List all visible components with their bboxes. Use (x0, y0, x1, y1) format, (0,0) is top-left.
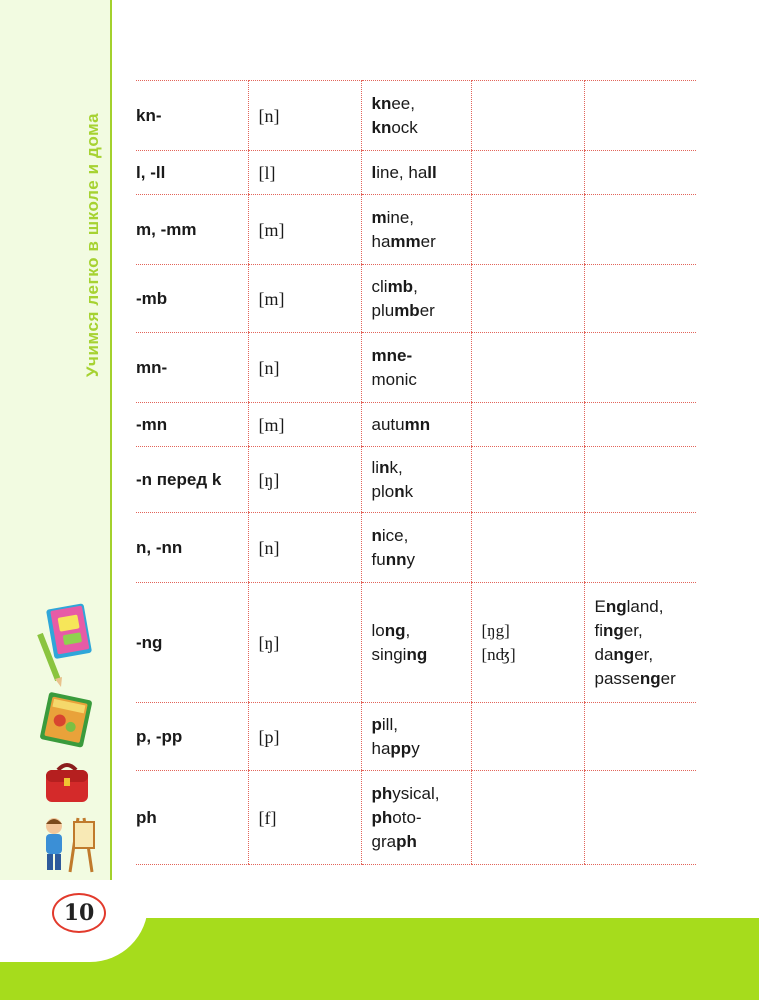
example-word (372, 116, 461, 140)
example-word (372, 737, 461, 761)
text-segment: ng (613, 644, 635, 664)
text-segment: oto- (392, 807, 422, 827)
sound-cell: [n] (248, 81, 361, 151)
example-word (372, 344, 461, 368)
alt-examples-cell (584, 703, 696, 771)
example-word (372, 456, 461, 480)
text-segment: n (379, 457, 390, 477)
alt-example-word (595, 643, 687, 667)
text-segment: monic (371, 369, 417, 389)
example-word (372, 299, 461, 323)
text-segment: n (371, 525, 382, 545)
text-segment: m (136, 219, 152, 239)
sound-cell: [m] (248, 195, 361, 265)
text-segment: k (211, 469, 222, 489)
text-segment: er (419, 300, 435, 320)
table-row (136, 151, 696, 195)
table-row (136, 81, 696, 151)
side-title: Учимся легко в школе и дома (83, 112, 102, 378)
sound-cell: [m] (248, 403, 361, 447)
example-word (372, 206, 461, 230)
letter-combination-cell (136, 195, 248, 265)
examples-cell (361, 265, 471, 333)
table-row (136, 265, 696, 333)
text-segment: n (394, 481, 405, 501)
examples-cell (361, 583, 471, 703)
text-segment: passe (594, 668, 640, 688)
text-segment: , (405, 620, 411, 640)
sound-cell: [n] (248, 513, 361, 583)
text-segment: nn (385, 549, 407, 569)
text-segment: mm (390, 231, 421, 251)
text-segment: k, (389, 457, 403, 477)
alt-examples-cell (584, 151, 696, 195)
example-word (372, 548, 461, 572)
text-segment: land, (626, 596, 664, 616)
text-segment: -n (136, 469, 153, 489)
examples-cell (361, 151, 471, 195)
text-segment: ph (396, 831, 417, 851)
alt-sound-cell (471, 447, 584, 513)
text-segment: ng (384, 620, 406, 640)
sound-cell: [p] (248, 703, 361, 771)
text-segment: singi (371, 644, 407, 664)
text-segment: ill, (381, 714, 398, 734)
text-segment: ph (136, 807, 157, 827)
text-segment: li (371, 457, 380, 477)
text-segment: mne- (371, 345, 413, 365)
text-segment: ll (427, 162, 437, 182)
text-segment: ice, (381, 525, 409, 545)
example-word (372, 643, 461, 667)
letter-combination-cell (136, 513, 248, 583)
text-segment: m (371, 207, 387, 227)
example-word (372, 413, 461, 437)
text-segment: перед (152, 469, 212, 489)
text-segment: -mn (136, 414, 168, 434)
text-segment: p (136, 726, 147, 746)
alt-examples-cell (584, 81, 696, 151)
sound-cell: [f] (248, 771, 361, 865)
letter-combination-cell (136, 151, 248, 195)
text-segment: kn (371, 117, 392, 137)
text-segment: , (146, 537, 156, 557)
table-row (136, 403, 696, 447)
fairy-tale-book-icon (36, 690, 98, 750)
text-segment: mn- (136, 357, 168, 377)
examples-cell (361, 195, 471, 265)
text-segment: kn- (136, 105, 162, 125)
alt-sound-cell (471, 151, 584, 195)
text-segment: y (411, 738, 420, 758)
alt-sound-cell (471, 81, 584, 151)
example-word (372, 806, 461, 830)
text-segment: er (420, 231, 436, 251)
example-word (372, 713, 461, 737)
text-segment: , (140, 162, 151, 182)
examples-cell (361, 403, 471, 447)
pencil-icon (36, 630, 66, 690)
text-segment: y (406, 549, 415, 569)
table-row (136, 333, 696, 403)
alt-examples-cell (584, 583, 696, 703)
text-segment: plo (371, 481, 395, 501)
alt-examples-cell (584, 771, 696, 865)
examples-cell (361, 81, 471, 151)
examples-cell (361, 333, 471, 403)
alt-examples-cell (584, 333, 696, 403)
alt-sound-cell (471, 265, 584, 333)
table-row (136, 513, 696, 583)
text-segment: er, (634, 644, 654, 664)
alt-examples-cell (584, 447, 696, 513)
alt-sound-cell (471, 195, 584, 265)
text-segment: -ll (150, 162, 166, 182)
text-segment: k (404, 481, 414, 501)
alt-example-word (595, 595, 687, 619)
alt-sound-cell (471, 771, 584, 865)
text-segment: , (413, 276, 418, 296)
text-segment: mn (404, 414, 431, 434)
text-segment: l (136, 162, 141, 182)
table-row (136, 583, 696, 703)
alt-examples-cell (584, 265, 696, 333)
example-word (372, 230, 461, 254)
alt-examples-cell (584, 513, 696, 583)
text-segment: E (594, 596, 606, 616)
text-segment: , (146, 726, 156, 746)
text-segment: plu (371, 300, 395, 320)
alt-sound-cell (471, 403, 584, 447)
text-segment: ee, (391, 93, 415, 113)
text-segment: lo (371, 620, 385, 640)
table-row (136, 771, 696, 865)
text-segment: fu (371, 549, 386, 569)
text-segment: er, (623, 620, 643, 640)
text-segment: ha (371, 738, 391, 758)
page-number: 10 (52, 893, 106, 933)
text-segment: , (151, 219, 161, 239)
sound-cell: [m] (248, 265, 361, 333)
text-segment: l (371, 162, 377, 182)
text-segment: gra (371, 831, 397, 851)
letter-combination-cell (136, 333, 248, 403)
child-at-easel-icon (34, 812, 100, 876)
schoolbag-icon (42, 760, 92, 806)
example-word (372, 830, 461, 854)
phonics-table (136, 80, 696, 865)
text-segment: ng (605, 596, 627, 616)
text-segment: mb (387, 276, 414, 296)
letter-combination-cell (136, 771, 248, 865)
letter-combination-cell (136, 703, 248, 771)
example-word (372, 161, 461, 185)
letter-combination-cell (136, 447, 248, 513)
text-segment: ph (371, 807, 393, 827)
examples-cell (361, 771, 471, 865)
alt-examples-cell (584, 195, 696, 265)
example-word (372, 480, 461, 504)
alt-examples-cell (584, 403, 696, 447)
table-row (136, 195, 696, 265)
alt-sound: [ŋg] (481, 620, 510, 640)
sound-cell: [l] (248, 151, 361, 195)
text-segment: mb (394, 300, 420, 320)
text-segment: -pp (155, 726, 183, 746)
text-segment: -mm (160, 219, 197, 239)
alt-sound-cell (471, 333, 584, 403)
text-segment: pp (390, 738, 412, 758)
text-segment: da (594, 644, 614, 664)
text-segment: autu (371, 414, 405, 434)
text-segment: ng (639, 668, 661, 688)
example-word (372, 619, 461, 643)
example-word (372, 92, 461, 116)
example-word (372, 782, 461, 806)
example-word (372, 368, 461, 392)
examples-cell (361, 447, 471, 513)
text-segment: p (371, 714, 382, 734)
text-segment: ha (371, 231, 391, 251)
text-segment: fi (594, 620, 603, 640)
alt-sound-cell (471, 513, 584, 583)
letter-combination-cell (136, 403, 248, 447)
text-segment: ysical, (392, 783, 440, 803)
alt-example-word (595, 619, 687, 643)
example-word (372, 524, 461, 548)
letter-combination-cell (136, 583, 248, 703)
text-segment: n (136, 537, 147, 557)
text-segment: ine, ha (376, 162, 428, 182)
text-segment: cli (371, 276, 388, 296)
text-segment: er (660, 668, 676, 688)
text-segment: ng (406, 644, 428, 664)
text-segment: kn (371, 93, 392, 113)
examples-cell (361, 703, 471, 771)
letter-combination-cell (136, 265, 248, 333)
letter-combination-cell (136, 81, 248, 151)
sound-cell: [ŋ] (248, 583, 361, 703)
alt-sound-cell (471, 703, 584, 771)
text-segment: -nn (155, 537, 183, 557)
text-segment: ph (371, 783, 393, 803)
table-row (136, 447, 696, 513)
text-segment: -mb (136, 288, 168, 308)
text-segment: ock (391, 117, 418, 137)
alt-sound: [nʤ] (481, 644, 516, 664)
table-row (136, 703, 696, 771)
sound-cell: [n] (248, 333, 361, 403)
example-word (372, 275, 461, 299)
sound-cell: [ŋ] (248, 447, 361, 513)
text-segment: ine, (386, 207, 415, 227)
alt-sound-cell (471, 583, 584, 703)
examples-cell (361, 513, 471, 583)
text-segment: -ng (136, 632, 163, 652)
alt-example-word (595, 667, 687, 691)
text-segment: ng (603, 620, 624, 640)
